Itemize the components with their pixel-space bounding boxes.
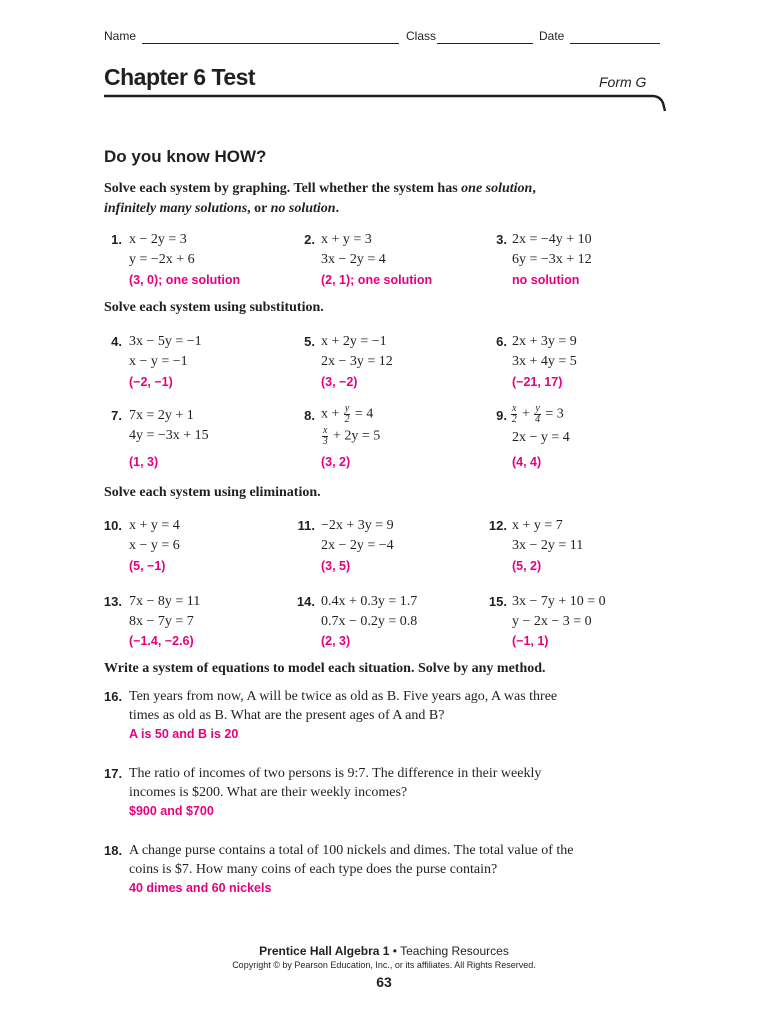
answer: (5, 2) xyxy=(512,559,542,573)
problem-number: 15. xyxy=(488,594,507,609)
problem-number: 6. xyxy=(496,334,507,349)
instruction-substitution: Solve each system using substitution. xyxy=(104,300,324,315)
answer: (−1, 1) xyxy=(512,634,549,648)
problem-number: 11. xyxy=(297,518,315,533)
answer: no solution xyxy=(512,273,580,287)
form-label: Form G xyxy=(599,74,647,90)
problem-number: 3. xyxy=(496,232,507,247)
answer: (−2, −1) xyxy=(129,375,173,389)
answer: (3, 2) xyxy=(321,455,351,469)
equation-2: 4y = −3x + 15 xyxy=(129,428,209,443)
problem-number: 14. xyxy=(296,594,315,609)
problem-number: 17. xyxy=(104,766,123,781)
problem-number: 16. xyxy=(104,689,123,704)
chapter-title: Chapter 6 Test xyxy=(104,64,256,90)
word-problem-18 xyxy=(104,841,624,898)
problem-number: 10. xyxy=(103,518,122,533)
problem-number: 8. xyxy=(304,408,315,423)
word-problem-17 xyxy=(104,764,624,821)
problem-number: 5. xyxy=(304,334,315,349)
name-field[interactable] xyxy=(142,43,399,44)
equation-2: x − y = 6 xyxy=(129,538,180,553)
name-label: Name xyxy=(104,29,137,43)
problem-text: times as old as B. What are the present ages of A and B? xyxy=(129,708,445,723)
instruction-graphing: Solve each system by graphing. Tell whether the system has one solution, infinitely many solutions, or no solution. xyxy=(104,181,536,216)
equation-1: x + y = 4 xyxy=(129,518,180,533)
equation-2: $\frac{x}{3}$ + 2y = 5 xyxy=(322,425,381,447)
equation-1: −2x + 3y = 9 xyxy=(321,518,394,533)
instruction-elimination: Solve each system using elimination. xyxy=(104,485,321,500)
problem-number: 13. xyxy=(103,594,122,609)
answer: (−1.4, −2.6) xyxy=(129,634,194,648)
fraction: $\frac{y}{2}$ xyxy=(344,403,350,425)
equation-1: 2x + 3y = 9 xyxy=(512,334,577,349)
class-field[interactable] xyxy=(437,43,533,44)
resource-label: Teaching Resources xyxy=(400,944,509,958)
problem-number: 7. xyxy=(111,408,122,423)
answer: (3, 0); one solution xyxy=(129,273,241,287)
equation-1: 7x = 2y + 1 xyxy=(129,408,194,423)
problem-number: 12. xyxy=(488,518,507,533)
footer-book xyxy=(0,944,768,958)
section-title: Do you know HOW? xyxy=(104,147,267,166)
equation-2: 6y = −3x + 12 xyxy=(512,252,592,267)
answer: A is 50 and B is 20 xyxy=(129,727,239,741)
equation-2: 0.7x − 0.2y = 0.8 xyxy=(321,614,418,629)
answer: (2, 3) xyxy=(321,634,351,648)
problem-text: Ten years from now, A will be twice as old as B. Five years ago, A was three xyxy=(129,689,558,704)
equation-1: x + y = 7 xyxy=(512,518,563,533)
problem-number: 1. xyxy=(111,232,122,247)
word-problem-16 xyxy=(104,687,624,744)
page-number: 63 xyxy=(376,974,392,990)
equation-2: 8x − 7y = 7 xyxy=(129,614,194,629)
equation-1: 0.4x + 0.3y = 1.7 xyxy=(321,594,418,609)
equation-1: x − 2y = 3 xyxy=(129,232,187,247)
answer: 40 dimes and 60 nickels xyxy=(129,881,272,895)
date-field[interactable] xyxy=(570,43,660,44)
title-rule xyxy=(104,93,666,113)
problem-text: The ratio of incomes of two persons is 9:7. The difference in their weekly xyxy=(129,766,542,781)
problem-text: coins is $7. How many coins of each type does the purse contain? xyxy=(129,862,498,877)
equation-1: 2x = −4y + 10 xyxy=(512,232,592,247)
equation-1: 3x − 7y + 10 = 0 xyxy=(512,594,606,609)
equation-2: 2x − 3y = 12 xyxy=(321,354,393,369)
answer: (4, 4) xyxy=(512,455,542,469)
equation-2: y = −2x + 6 xyxy=(129,252,195,267)
footer-copyright: Copyright © by Pearson Education, Inc., or its affiliates. All Rights Reserved. xyxy=(232,960,536,970)
answer: (3, 5) xyxy=(321,559,351,573)
equation-2: y − 2x − 3 = 0 xyxy=(512,614,592,629)
date-label: Date xyxy=(539,29,565,43)
equation-1: x + y = 3 xyxy=(321,232,372,247)
problem-number: 4. xyxy=(111,334,122,349)
equation-2: 3x + 4y = 5 xyxy=(512,354,577,369)
equation-1: $\frac{x}{2}$ + $\frac{y}{4}$ = 3 xyxy=(511,403,564,425)
equation-2: 2x − 2y = −4 xyxy=(321,538,394,553)
answer: (1, 3) xyxy=(129,455,159,469)
bullet-icon: • xyxy=(389,944,401,958)
equation-2: 2x − y = 4 xyxy=(512,430,570,445)
problem-text: A change purse contains a total of 100 nickels and dimes. The total value of the xyxy=(129,843,574,858)
answer: (−21, 17) xyxy=(512,375,563,389)
equation-1: x + 2y = −1 xyxy=(321,334,387,349)
equation-1: 3x − 5y = −1 xyxy=(129,334,202,349)
equation-1: 7x − 8y = 11 xyxy=(129,594,201,609)
fraction: $\frac{x}{3}$ xyxy=(322,425,328,447)
answer: (5, −1) xyxy=(129,559,166,573)
fraction: $\frac{y}{4}$ xyxy=(535,403,541,425)
instruction-model: Write a system of equations to model each situation. Solve by any method. xyxy=(104,661,546,676)
problem-number: 2. xyxy=(304,232,315,247)
equation-2: 3x − 2y = 11 xyxy=(512,538,584,553)
answer: $900 and $700 xyxy=(129,804,214,818)
problem-number: 18. xyxy=(104,843,123,858)
book-title: Prentice Hall Algebra 1 xyxy=(259,944,390,958)
fraction: $\frac{x}{2}$ xyxy=(511,403,517,425)
problem-number: 9. xyxy=(496,408,507,423)
equation-1: x + $\frac{y}{2}$ = 4 xyxy=(321,403,374,425)
answer: (2, 1); one solution xyxy=(321,273,433,287)
equation-2: x − y = −1 xyxy=(129,354,188,369)
answer: (3, −2) xyxy=(321,375,358,389)
problem-text: incomes is $200. What are their weekly incomes? xyxy=(129,785,408,800)
equation-2: 3x − 2y = 4 xyxy=(321,252,386,267)
class-label: Class xyxy=(406,29,437,43)
